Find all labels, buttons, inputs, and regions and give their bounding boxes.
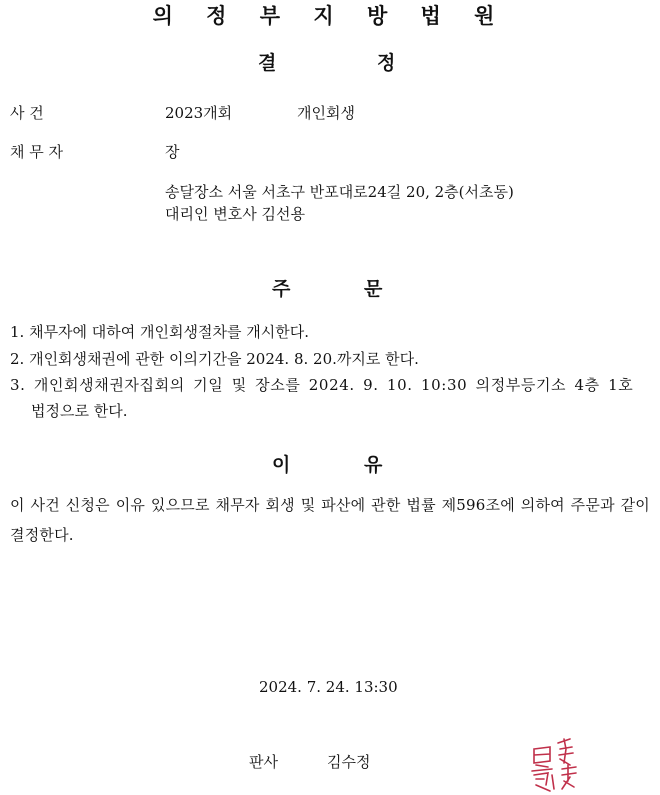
decision-title-char-2: 정 [377, 52, 396, 74]
order-heading-char-2: 문 [364, 278, 383, 300]
case-number: 2023개회 [165, 104, 233, 122]
judge-title: 판사 [249, 753, 278, 771]
reason-text: 이 사건 신청은 이유 있으므로 채무자 회생 및 파산에 관한 법률 제596조에 의하여 주문과 같이 결정한다. [10, 496, 650, 544]
debtor-address: 송달장소 서울 서초구 반포대로24길 20, 2층(서초동) [165, 183, 514, 201]
debtor-agent: 대리인 변호사 김선용 [165, 205, 305, 223]
reason-heading-char-1: 이 [272, 454, 291, 476]
debtor-name: 장 [165, 143, 180, 161]
case-type: 개인회생 [297, 104, 355, 122]
order-heading-char-1: 주 [272, 278, 291, 300]
order-item-3-continued: 법정으로 한다. [31, 402, 128, 420]
judge-name: 김수정 [327, 753, 371, 771]
decision-date: 2024. 7. 24. 13:30 [259, 678, 398, 696]
debtor-label: 채 무 자 [10, 143, 64, 161]
case-label: 사 건 [10, 104, 44, 122]
order-item-3: 3. 개인회생채권자집회의 기일 및 장소를 2024. 9. 10. 10:30 의정부등기소 4층 1호 [10, 376, 634, 394]
court-name: 의 정 부 지 방 법 원 [152, 4, 508, 28]
order-item-1: 1. 채무자에 대하여 개인회생절차를 개시한다. [10, 323, 309, 341]
order-item-2: 2. 개인회생채권에 관한 이의기간을 2024. 8. 20.까지로 한다. [10, 350, 419, 368]
reason-heading-char-2: 유 [364, 454, 383, 476]
judge-seal-icon [526, 735, 586, 795]
decision-title-char-1: 결 [258, 52, 277, 74]
